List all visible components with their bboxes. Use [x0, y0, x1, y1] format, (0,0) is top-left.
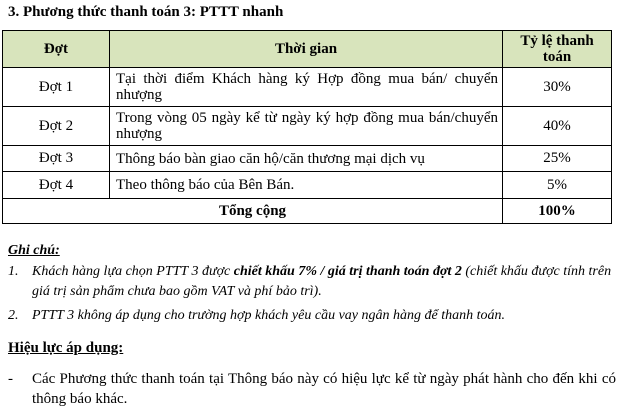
effect-title: Hiệu lực áp dụng:: [8, 340, 124, 356]
bullet-dash: -: [8, 371, 13, 387]
header-time: Thời gian: [110, 31, 503, 68]
effect-text: Các Phương thức thanh toán tại Thông báo này có hiệu lực kể từ ngày phát hành cho đến khi có thông báo khác.: [32, 371, 616, 407]
note-number: 1.: [8, 264, 19, 279]
note-text: PTTT 3 không áp dụng cho trường hợp khách yêu cầu vay ngân hàng để thanh toán.: [32, 308, 505, 323]
cell-phase: Đợt 4: [3, 172, 110, 199]
total-value: 100%: [503, 199, 612, 224]
note-text-part: Khách hàng lựa chọn PTTT 3 được: [32, 264, 234, 279]
cell-rate: 25%: [503, 146, 612, 172]
table-row: [3, 172, 612, 199]
total-label: Tổng cộng: [3, 199, 503, 224]
cell-phase: Đợt 2: [3, 107, 110, 146]
cell-rate: 40%: [503, 107, 612, 146]
cell-time: Thông báo bàn giao căn hộ/căn thương mại dịch vụ: [110, 146, 503, 172]
table-total-row: [3, 199, 612, 224]
table-header-row: [3, 31, 612, 68]
note-text-part: (chiết khấu được tính trên giá trị sản phẩm chưa bao gồm VAT và phí bảo trì).: [32, 264, 612, 299]
header-phase: Đợt: [3, 31, 110, 68]
note-text-emphasis: chiết khấu 7% / giá trị thanh toán đợt 2: [233, 264, 462, 279]
cell-rate: 5%: [503, 172, 612, 199]
cell-phase: Đợt 1: [3, 68, 110, 107]
header-rate-label: Tỷ lệ thanh toán: [520, 33, 594, 65]
table-row: [3, 146, 612, 172]
note-text: [32, 262, 628, 302]
cell-rate: 30%: [503, 68, 612, 107]
notes-title: Ghi chú:: [8, 243, 60, 258]
cell-time: Tại thời điểm Khách hàng ký Hợp đồng mua bán/ chuyển nhượng: [110, 68, 503, 107]
note-number: 2.: [8, 308, 19, 323]
header-rate: [503, 31, 612, 68]
cell-phase: Đợt 3: [3, 146, 110, 172]
cell-time: Theo thông báo của Bên Bán.: [110, 172, 503, 199]
effect-item: [8, 369, 616, 409]
note-item: [8, 306, 628, 326]
note-item: [8, 262, 628, 302]
cell-time: Trong vòng 05 ngày kể từ ngày ký hợp đồng mua bán/chuyển nhượng: [110, 107, 503, 146]
table-row: [3, 107, 612, 146]
payment-schedule-table: [2, 30, 612, 224]
table-row: [3, 68, 612, 107]
section-heading: 3. Phương thức thanh toán 3: PTTT nhanh: [8, 4, 284, 20]
